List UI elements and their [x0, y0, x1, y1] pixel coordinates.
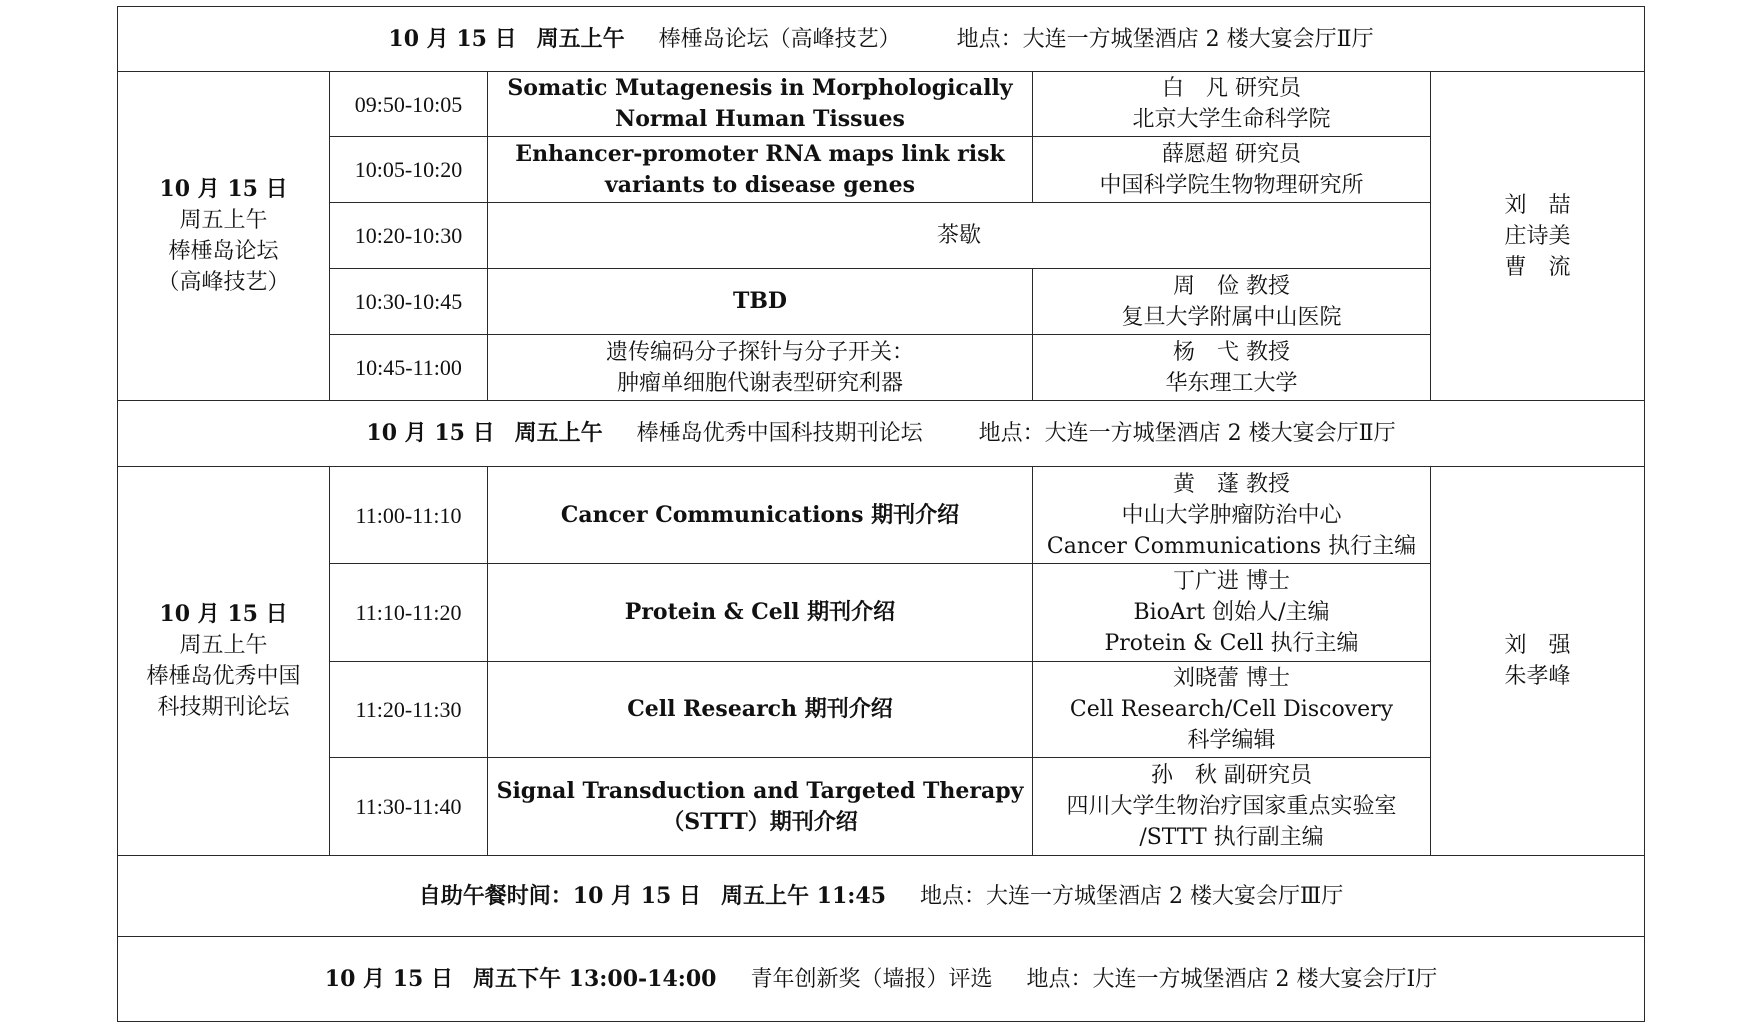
talk-row: [118, 137, 1645, 203]
speaker-affiliation: BioArt 创始人/主编: [1133, 600, 1330, 625]
talk-speaker: [1033, 335, 1431, 401]
afternoon-cell: [118, 937, 1645, 1022]
header-day: 周五上午: [536, 25, 625, 52]
talk-time: 10:30-10:45: [330, 269, 488, 335]
topic-line: Cancer Communications 期刊介绍: [560, 501, 960, 528]
talk-time: 11:20-11:30: [330, 662, 488, 758]
speaker-affiliation: Cell Research/Cell Discovery: [1069, 697, 1394, 722]
speaker-name: 白 凡 研究员: [1162, 76, 1301, 101]
talk-time: 09:50-10:05: [330, 72, 488, 137]
speaker-name: 刘晓蕾 博士: [1173, 666, 1290, 691]
talk-row: [118, 269, 1645, 335]
afternoon-date: 10 月 15 日: [324, 965, 453, 992]
session-header: [118, 7, 1645, 72]
afternoon-title: 青年创新奖（墙报）评选: [750, 966, 993, 992]
topic-line: Cell Research 期刊介绍: [627, 696, 893, 722]
talk-speaker: [1033, 758, 1431, 856]
session-day-label: [118, 72, 330, 401]
talk-topic: [488, 467, 1033, 564]
speaker-name: 黄 蓬 教授: [1173, 471, 1290, 497]
talk-row: [118, 335, 1645, 401]
speaker-name: 杨 弋 教授: [1173, 339, 1290, 365]
moderator-name: 朱孝峰: [1504, 664, 1571, 689]
talk-speaker: [1033, 269, 1431, 335]
talk-time: 11:30-11:40: [330, 758, 488, 856]
afternoon-row: [118, 937, 1645, 1022]
session-header-cell: [118, 401, 1645, 467]
moderator-name: 庄诗美: [1504, 223, 1571, 249]
header-venue: 地点：大连一方城堡酒店 2 楼大宴会厅Ⅱ厅: [978, 421, 1396, 446]
talk-row: [118, 72, 1645, 137]
topic-line: 遗传编码分子探针与分子开关：: [605, 339, 914, 365]
topic-line: 肿瘤单细胞代谢表型研究利器: [616, 370, 903, 396]
topic-line: TBD: [732, 288, 788, 314]
talk-speaker: [1033, 137, 1431, 203]
talk-topic: [488, 335, 1033, 401]
break-label: 茶歇: [488, 203, 1431, 269]
talk-topic: [488, 72, 1033, 137]
break-row: [118, 203, 1645, 269]
talk-topic: [488, 758, 1033, 856]
talk-time: 11:10-11:20: [330, 564, 488, 662]
day-subtitle: 科技期刊论坛: [157, 695, 290, 720]
talk-row: [118, 758, 1645, 856]
talk-topic: [488, 662, 1033, 758]
moderators: [1431, 467, 1645, 856]
speaker-affiliation: 四川大学生物治疗国家重点实验室: [1066, 794, 1397, 819]
topic-line: （STTT）期刊介绍: [662, 808, 858, 835]
talk-topic: [488, 564, 1033, 662]
talk-time: 10:20-10:30: [330, 203, 488, 269]
session-header-cell: [118, 7, 1645, 72]
header-title: 棒棰岛优秀中国科技期刊论坛: [636, 421, 923, 446]
talk-time: 11:00-11:10: [330, 467, 488, 564]
talk-speaker: [1033, 467, 1431, 564]
talk-time: 10:05-10:20: [330, 137, 488, 203]
topic-line: Signal Transduction and Targeted Therapy: [496, 777, 1024, 804]
topic-line: Normal Human Tissues: [615, 106, 905, 132]
day-date: 10 月 15 日: [159, 176, 288, 202]
moderator-name: 刘 喆: [1504, 192, 1571, 218]
day-date: 10 月 15 日: [159, 601, 288, 627]
speaker-role: /STTT 执行副主编: [1139, 825, 1324, 850]
moderator-name: 曹 流: [1504, 254, 1571, 280]
speaker-affiliation: 复旦大学附属中山医院: [1121, 304, 1342, 330]
talk-speaker: [1033, 564, 1431, 662]
talk-speaker: [1033, 662, 1431, 758]
talk-speaker: [1033, 72, 1431, 137]
speaker-affiliation: 中国科学院生物物理研究所: [1099, 172, 1364, 198]
lunch-day: 周五上午 11:45: [721, 882, 887, 909]
talk-row: [118, 564, 1645, 662]
speaker-affiliation: 中山大学肿瘤防治中心: [1121, 502, 1342, 528]
header-date: 10 月 15 日: [388, 25, 517, 52]
header-venue: 地点：大连一方城堡酒店 2 楼大宴会厅Ⅱ厅: [956, 26, 1374, 52]
speaker-affiliation: 华东理工大学: [1165, 370, 1298, 396]
header-title: 棒棰岛论坛（高峰技艺）: [658, 26, 901, 52]
day-day: 周五上午: [179, 633, 268, 658]
topic-line: Enhancer-promoter RNA maps link risk: [515, 140, 1005, 167]
talk-topic: [488, 269, 1033, 335]
lunch-label: 自助午餐时间：10 月 15 日: [418, 882, 701, 909]
talk-time: 10:45-11:00: [330, 335, 488, 401]
lunch-row: [118, 856, 1645, 937]
schedule-table: [117, 6, 1645, 1022]
day-day: 周五上午: [179, 208, 268, 233]
moderator-name: 刘 强: [1504, 633, 1571, 658]
afternoon-day: 周五下午 13:00-14:00: [473, 965, 717, 992]
speaker-name: 薛愿超 研究员: [1162, 141, 1301, 167]
afternoon-venue: 地点：大连一方城堡酒店 2 楼大宴会厅Ⅰ厅: [1026, 966, 1438, 992]
moderators: [1431, 72, 1645, 401]
topic-line: variants to disease genes: [604, 171, 916, 198]
speaker-name: 丁广进 博士: [1173, 569, 1290, 594]
day-title: 棒棰岛优秀中国: [146, 664, 301, 689]
speaker-name: 周 俭 教授: [1173, 273, 1290, 299]
topic-line: Somatic Mutagenesis in Morphologically: [507, 75, 1013, 101]
header-day: 周五上午: [514, 420, 603, 446]
session-day-label: [118, 467, 330, 856]
lunch-venue: 地点：大连一方城堡酒店 2 楼大宴会厅Ⅲ厅: [920, 883, 1344, 909]
topic-line: Protein & Cell 期刊介绍: [624, 599, 896, 625]
talk-row: [118, 662, 1645, 758]
speaker-role: 科学编辑: [1187, 728, 1276, 753]
lunch-cell: [118, 856, 1645, 937]
speaker-name: 孙 秋 副研究员: [1151, 763, 1312, 788]
speaker-affiliation: 北京大学生命科学院: [1132, 107, 1331, 132]
talk-topic: [488, 137, 1033, 203]
day-title: 棒棰岛论坛: [168, 239, 279, 264]
header-date: 10 月 15 日: [366, 420, 495, 446]
speaker-role: Protein & Cell 执行主编: [1104, 631, 1359, 656]
talk-row: [118, 467, 1645, 564]
session-header: [118, 401, 1645, 467]
speaker-role: Cancer Communications 执行主编: [1046, 533, 1417, 559]
day-subtitle: （高峰技艺）: [157, 270, 290, 295]
